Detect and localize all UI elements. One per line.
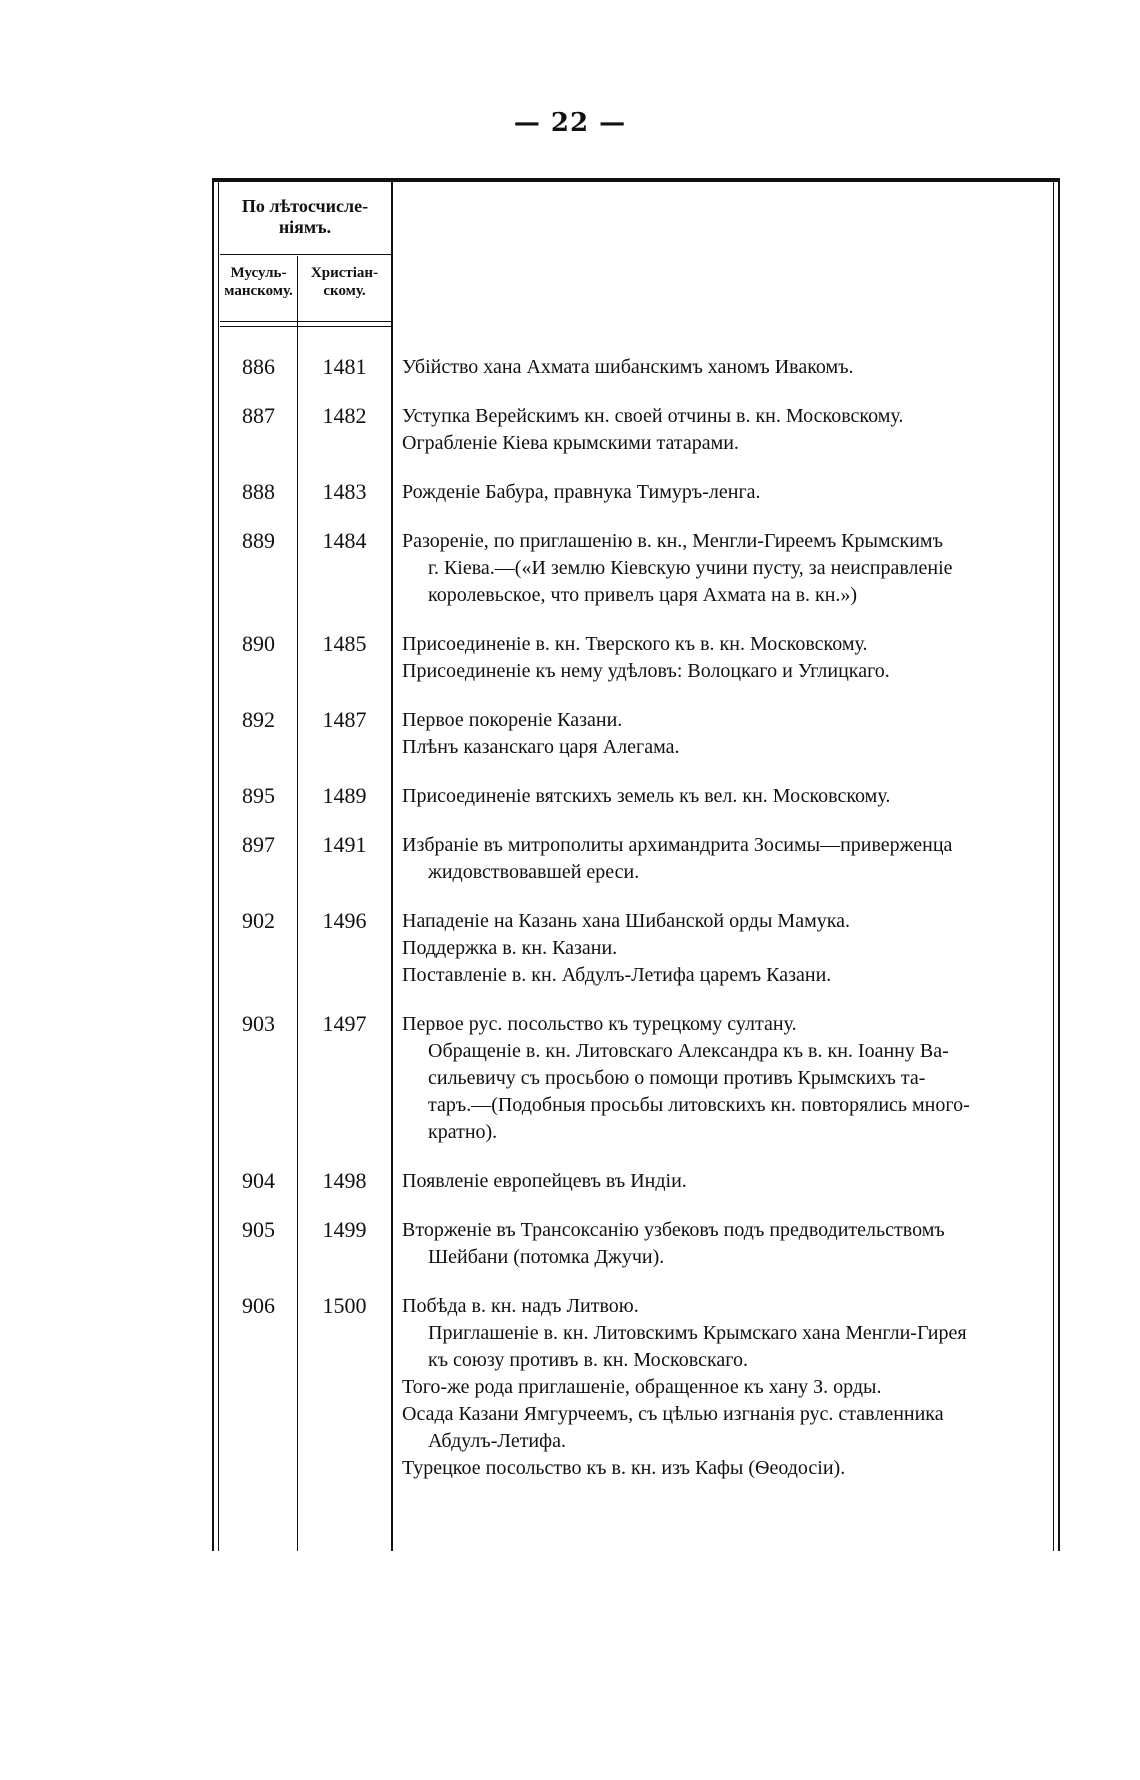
event-description [402,479,1042,506]
event-line: Абдулъ-Летифа. [428,1430,566,1452]
event-description [402,832,1042,886]
christian-year: 1484 [322,528,367,553]
christian-year: 1498 [322,1168,367,1193]
header-christian-column [298,264,391,300]
event-line: Присоединеніе вятскихъ земель къ вел. кн. Московскому. [402,785,891,807]
event-description [402,528,1042,609]
event-line: Поддержка в. кн. Казани. [402,937,618,959]
muslim-year: 906 [242,1293,275,1318]
event-description [402,354,1042,381]
table-row [212,783,1060,810]
event-description [402,631,1042,685]
header-group-title-line-1: По лѣтосчисле- [241,196,369,216]
event-line: кратно). [428,1121,498,1143]
christian-year: 1482 [322,403,367,428]
event-line: Побѣда в. кн. надъ Литвою. [402,1295,639,1317]
muslim-year: 905 [242,1217,275,1242]
muslim-year: 895 [242,783,275,808]
event-line: сильевичу съ просьбою о помощи противъ Крымскихъ та- [428,1067,926,1089]
event-line: Того-же рода приглашеніе, обращенное къ хану З. орды. [402,1376,882,1398]
header-group-title-line-2: ніямъ. [278,217,332,237]
event-line: Вторженіе въ Трансоксанію узбековъ подъ предводительствомъ [402,1219,945,1241]
event-description [402,1293,1042,1482]
event-line: Уступка Верейскимъ кн. своей отчины в. кн. Московскому. [402,405,904,427]
table-row [212,631,1060,685]
header-christian-line-1: Христіан- [310,265,379,281]
table-row [212,908,1060,989]
table-row [212,1011,1060,1146]
muslim-year: 888 [242,479,275,504]
event-line: жидовствовавшей ереси. [428,861,640,883]
event-line: Присоединеніе къ нему удѣловъ: Волоцкаго и Углицкаго. [402,660,890,682]
muslim-year: 903 [242,1011,275,1036]
event-line: Плѣнъ казанскаго царя Алегама. [402,736,680,758]
event-line: Обращеніе в. кн. Литовскаго Александра къ в. кн. Іоанну Ва- [428,1040,949,1062]
event-line: Приглашеніе в. кн. Литовскимъ Крымскаго хана Менгли-Гирея [428,1322,967,1344]
header-muslim-column [220,264,297,300]
entries-list [212,354,1060,1504]
muslim-year: 887 [242,403,275,428]
header-bottom-rule-double [220,326,391,327]
event-line: Избраніе въ митрополиты архимандрита Зосимы—приверженца [402,834,953,856]
christian-year: 1497 [322,1011,367,1036]
table-row [212,832,1060,886]
christian-year: 1487 [322,707,367,732]
christian-year: 1489 [322,783,367,808]
event-line: королевьское, что привелъ царя Ахмата на в. кн.») [428,584,858,606]
header-group-title [220,196,390,238]
event-line: Первое рус. посольство къ турецкому султану. [402,1013,797,1035]
event-line: Разореніе, по приглашенію в. кн., Менгли-Гиреемъ Крымскимъ [402,530,943,552]
christian-year: 1491 [322,832,367,857]
event-line: къ союзу противъ в. кн. Московскаго. [428,1349,748,1371]
event-line: Поставленіе в. кн. Абдулъ-Летифа царемъ Казани. [402,964,832,986]
event-line: Первое покореніе Казани. [402,709,623,731]
table-row [212,403,1060,457]
event-description [402,707,1042,761]
event-line: Шейбани (потомка Джучи). [428,1246,665,1268]
event-line: Турецкое посольство къ в. кн. изъ Кафы (Ѳеодосіи). [402,1457,846,1479]
table-row [212,707,1060,761]
event-line: Нападеніе на Казань хана Шибанской орды Мамука. [402,910,851,932]
muslim-year: 890 [242,631,275,656]
event-line: Присоединеніе в. кн. Тверского къ в. кн. Московскому. [402,633,868,655]
muslim-year: 886 [242,354,275,379]
table-row [212,1293,1060,1482]
event-description [402,1011,1042,1146]
event-line: таръ.—(Подобныя просьбы литовскихъ кн. повторялись много- [428,1094,970,1116]
table-row [212,528,1060,609]
event-line: Появленіе европейцевъ въ Индіи. [402,1170,687,1192]
page-number: — 22 — [513,108,627,138]
event-description [402,1217,1042,1271]
event-line: Ограбленіе Кіева крымскими татарами. [402,432,739,454]
event-line: Рожденіе Бабура, правнука Тимуръ-ленга. [402,481,761,503]
header-bottom-rule [220,321,391,322]
christian-year: 1496 [322,908,367,933]
muslim-year: 902 [242,908,275,933]
table-row [212,1168,1060,1195]
event-line: Убійство хана Ахмата шибанскимъ ханомъ Ивакомъ. [402,356,854,378]
muslim-year: 892 [242,707,275,732]
header-rule [220,254,391,255]
christian-year: 1481 [322,354,367,379]
muslim-year: 904 [242,1168,275,1193]
event-description [402,1168,1042,1195]
header-muslim-line-1: Мусуль- [230,265,287,281]
christian-year: 1500 [322,1293,367,1318]
header-muslim-line-2: манскому. [224,283,293,299]
table-row [212,479,1060,506]
muslim-year: 889 [242,528,275,553]
event-description [402,908,1042,989]
muslim-year: 897 [242,832,275,857]
chronology-table [212,178,1060,1551]
table-row [212,354,1060,381]
christian-year: 1483 [322,479,367,504]
christian-year: 1485 [322,631,367,656]
event-description [402,403,1042,457]
table-top-rule [212,178,1060,182]
header-christian-line-2: скому. [323,283,366,299]
christian-year: 1499 [322,1217,367,1242]
table-row [212,1217,1060,1271]
event-line: Осада Казани Ямгурчеемъ, съ цѣлью изгнанія рус. ставленника [402,1403,944,1425]
event-description [402,783,1042,810]
event-line: г. Кіева.—(«И землю Кіевскую учини пусту, за неисправленіе [428,557,953,579]
